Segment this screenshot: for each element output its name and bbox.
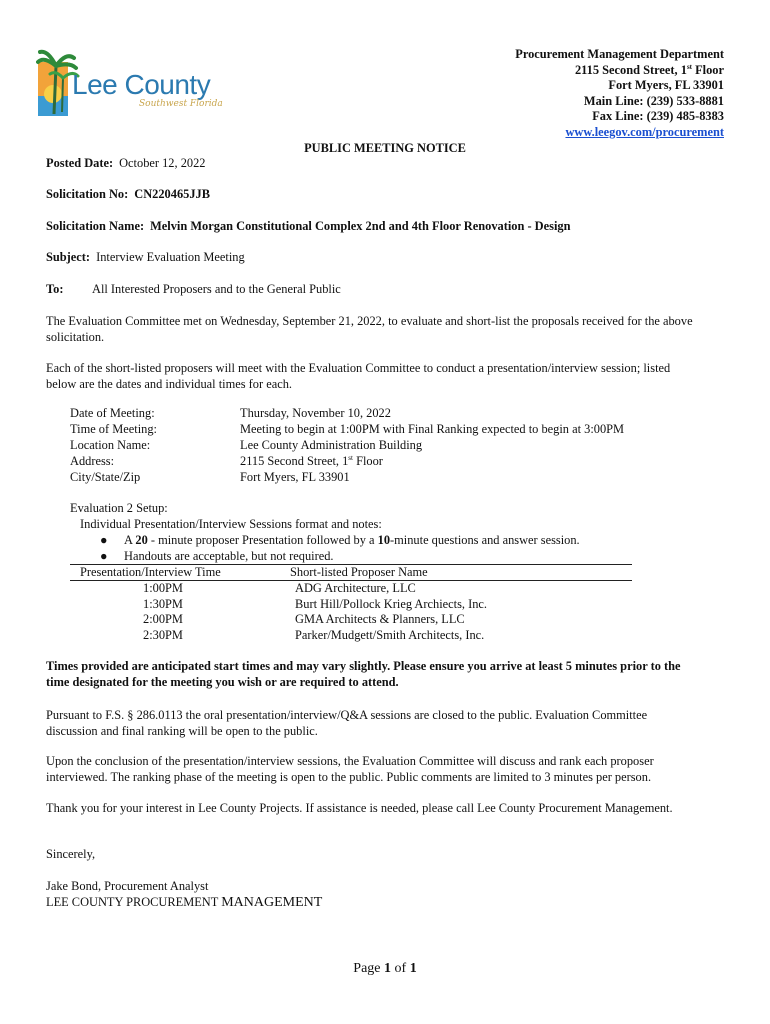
table-row: 1:00PM ADG Architecture, LLC — [143, 581, 416, 595]
list-item: ● Handouts are acceptable, but not required. — [100, 549, 334, 563]
logo-tagline: Southwest Florida — [139, 99, 223, 109]
location-label: Location Name: — [70, 438, 151, 452]
logo-wordmark: Lee County — [72, 69, 211, 100]
table-row: 2:00PM GMA Architects & Planners, LLC — [143, 612, 465, 626]
thanks-paragraph: Thank you for your interest in Lee County Projects. If assistance is needed, please call Lee County Procurement Management. — [46, 801, 673, 815]
department-contact-block — [515, 47, 724, 141]
csz-value: Fort Myers, FL 33901 — [240, 470, 350, 484]
schedule-table — [70, 564, 632, 643]
table-body — [70, 581, 632, 643]
procurement-website-link[interactable]: www.leegov.com/procurement — [565, 124, 724, 139]
main-phone: Main Line: (239) 533-8881 — [583, 93, 724, 108]
col-time-header: Presentation/Interview Time — [80, 565, 221, 579]
bullet-icon: ● — [100, 533, 108, 547]
time-label: Time of Meeting: — [70, 422, 157, 436]
department-address: 2115 Second Street, 1st Floor — [574, 62, 724, 77]
csz-label: City/State/Zip — [70, 470, 141, 484]
table-row: 2:30PM Parker/Mudgett/Smith Architects, Inc. — [143, 627, 485, 642]
page-number: Page 1 of 1 — [353, 961, 417, 976]
date-label: Date of Meeting: — [70, 406, 155, 420]
solicitation-number: Solicitation No: CN220465JJB — [46, 187, 210, 201]
sincerely: Sincerely, — [46, 847, 96, 861]
shortlist-paragraph: Each of the short-listed proposers will meet with the Evaluation Committee to conduct a presentation/interview session; listed below are the dates and individual times for each. — [46, 361, 671, 391]
table-header — [70, 565, 632, 580]
statute-paragraph: Pursuant to F.S. § 286.0113 the oral presentation/interview/Q&A sessions are closed to the public. Evaluation Committee discussion and final ranking will be open to the public. — [46, 708, 648, 738]
ranking-paragraph: Upon the conclusion of the presentation/interview sessions, the Evaluation Committee will discuss and rank each proposer interviewed. The ranking phase of the meeting is open to the public. Public comments are limited to 3 minutes per person. — [46, 754, 654, 784]
table-row: 1:30PM Burt Hill/Pollock Krieg Archiects, Inc. — [143, 596, 488, 611]
location-value: Lee County Administration Building — [240, 438, 423, 452]
col-name-header: Short-listed Proposer Name — [290, 565, 428, 579]
arrival-notice: Times provided are anticipated start times and may vary slightly. Please ensure you arrive at least 5 minutes prior to the time designated for the meeting you wish or are required to attend. — [46, 659, 681, 689]
recipients: To: All Interested Proposers and to the General Public — [46, 282, 341, 296]
address-value: 2115 Second Street, 1st Floor — [240, 453, 383, 468]
department-city: Fort Myers, FL 33901 — [608, 78, 724, 93]
solicitation-name: Solicitation Name: Melvin Morgan Constitutional Complex 2nd and 4th Floor Renovation - Design — [46, 219, 571, 233]
subject: Subject: Interview Evaluation Meeting — [46, 250, 245, 264]
date-value: Thursday, November 10, 2022 — [240, 406, 391, 420]
fax-phone: Fax Line: (239) 485-8383 — [592, 109, 724, 124]
posted-date: Posted Date: October 12, 2022 — [46, 156, 206, 170]
meeting-details — [70, 405, 624, 485]
signer-name: Jake Bond, Procurement Analyst — [46, 879, 209, 893]
evaluation-setup — [70, 500, 382, 532]
list-item: ● A 20 - minute proposer Presentation followed by a 10-minute questions and answer session. — [100, 533, 580, 547]
setup-bullets — [100, 532, 580, 564]
organization-name: LEE COUNTY PROCUREMENT MANAGEMENT — [46, 895, 323, 910]
committee-paragraph: The Evaluation Committee met on Wednesday, September 21, 2022, to evaluate and short-list the proposals received for the above solicitation. — [46, 314, 693, 344]
notice-title: PUBLIC MEETING NOTICE — [304, 141, 466, 155]
setup-title: Evaluation 2 Setup: — [70, 501, 168, 515]
address-label: Address: — [70, 454, 115, 468]
time-value: Meeting to begin at 1:00PM with Final Ranking expected to begin at 3:00PM — [240, 422, 625, 436]
setup-subtitle: Individual Presentation/Interview Sessions format and notes: — [80, 517, 382, 531]
bullet-icon: ● — [100, 549, 108, 563]
department-name: Procurement Management Department — [515, 47, 724, 61]
